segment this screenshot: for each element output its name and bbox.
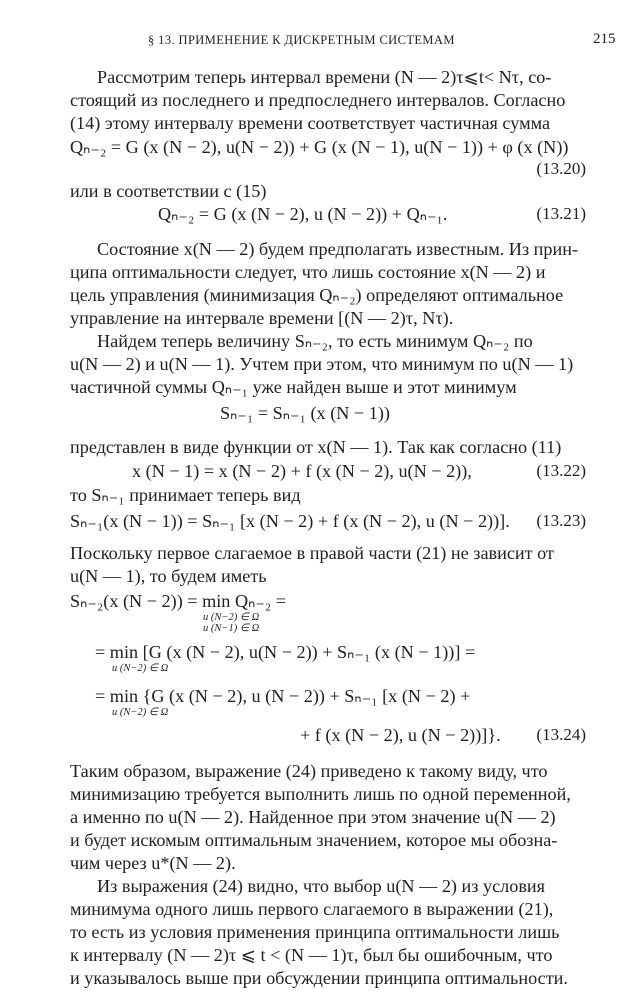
equation-s: Sₙ₋₁ = Sₙ₋₁ (x (N − 1)) xyxy=(220,403,390,423)
equation-13-20: Qₙ₋₂ = G (x (N − 2), u(N − 2)) + G (x (N − 1), u(N − 1)) + φ (x (N)) xyxy=(70,137,569,157)
equation-number: (13.23) xyxy=(536,511,586,530)
text-line: ципа оптимальности следует, что лишь состояние x(N — 2) и xyxy=(70,262,546,282)
text-line: Найдем теперь величину Sₙ₋₂, то есть минимум Qₙ₋₂ по xyxy=(97,331,533,351)
text-line: и будет искомым оптимальным значением, которое мы обозна- xyxy=(70,830,558,850)
text-line: Из выражения (24) видно, что выбор u(N — 2) из условия xyxy=(97,876,546,896)
equation-13-22: x (N − 1) = x (N − 2) + f (x (N − 2), u(N − 2)), xyxy=(132,461,472,481)
text-line: Поскольку первое слагаемое в правой части (21) не зависит от xyxy=(70,543,554,563)
text-line: чим через u*(N — 2). xyxy=(70,853,236,873)
text-line: представлен в виде функции от x(N — 1). Так как согласно (11) xyxy=(70,437,562,457)
text-line: то есть из условия применения принципа оптимальности лишь xyxy=(70,922,560,942)
equation-13-24-line3: = min {G (x (N − 2), u (N − 2)) + Sₙ₋₁ [x (N − 2) + xyxy=(95,686,471,706)
text-line: или в соответствии с (15) xyxy=(70,181,267,201)
equation-number: (13.21) xyxy=(536,204,586,223)
text-line: Состояние x(N — 2) будем предполагать известным. Из прин- xyxy=(97,239,579,259)
equation-number: (13.24) xyxy=(536,725,586,744)
text-line: стоящий из последнего и предпоследнего интервалов. Согласно xyxy=(70,90,566,110)
min-subscript: u (N−2) ∈ Ω xyxy=(203,612,260,623)
text-line: и указывалось выше при обсуждении принципа оптимальности. xyxy=(70,968,568,988)
text-line: (14) этому интервалу времени соответствует частичная сумма xyxy=(70,113,551,133)
running-title: § 13. ПРИМЕНЕНИЕ К ДИСКРЕТНЫМ СИСТЕМАМ xyxy=(148,33,455,47)
equation-number: (13.20) xyxy=(536,159,586,178)
text-line: а именно по u(N — 2). Найденное при этом значение u(N — 2) xyxy=(70,807,556,827)
equation-number: (13.22) xyxy=(536,461,586,480)
text-line: u(N — 1), то будем иметь xyxy=(70,566,267,586)
equation-13-23: Sₙ₋₁(x (N − 1)) = Sₙ₋₁ [x (N − 2) + f (x (N − 2), u (N − 2))]. xyxy=(70,511,510,531)
text-line: к интервалу (N — 2)τ ⩽ t < (N — 1)τ, был бы ошибочным, что xyxy=(70,945,553,965)
min-subscript: u (N−2) ∈ Ω xyxy=(112,663,169,674)
min-subscript: u (N−1) ∈ Ω xyxy=(203,623,260,634)
text-line: u(N — 2) и u(N — 1). Учтем при этом, что минимум по u(N — 1) xyxy=(70,354,574,374)
page-number: 215 xyxy=(593,31,616,47)
text-line: цель управления (минимизация Qₙ₋₂) определяют оптимальное xyxy=(70,285,564,305)
equation-13-24-line2: = min [G (x (N − 2), u(N − 2)) + Sₙ₋₁ (x (N − 1))] = xyxy=(95,642,476,662)
text-line: управление на интервале времени [(N — 2)τ, Nτ). xyxy=(70,308,454,328)
text-line: минимума одного лишь первого слагаемого в выражении (21), xyxy=(70,899,554,919)
equation-13-24-line1: Sₙ₋₂(x (N − 2)) = min Qₙ₋₂ = xyxy=(70,591,287,611)
text-line: частичной суммы Qₙ₋₁ уже найден выше и этот минимум xyxy=(70,377,517,397)
equation-13-21: Qₙ₋₂ = G (x (N − 2), u (N − 2)) + Qₙ₋₁. xyxy=(158,204,448,224)
text-line: Рассмотрим теперь интервал времени (N — 2)τ⩽t< Nτ, со- xyxy=(97,67,552,87)
text-line: то Sₙ₋₁ принимает теперь вид xyxy=(70,485,301,505)
equation-13-24-line4: + f (x (N − 2), u (N − 2))]}. xyxy=(300,725,501,745)
text-line: минимизацию требуется выполнить лишь по одной переменной, xyxy=(70,784,571,804)
text-line: Таким образом, выражение (24) приведено к такому виду, что xyxy=(70,761,548,781)
min-subscript: u (N−2) ∈ Ω xyxy=(112,707,169,718)
